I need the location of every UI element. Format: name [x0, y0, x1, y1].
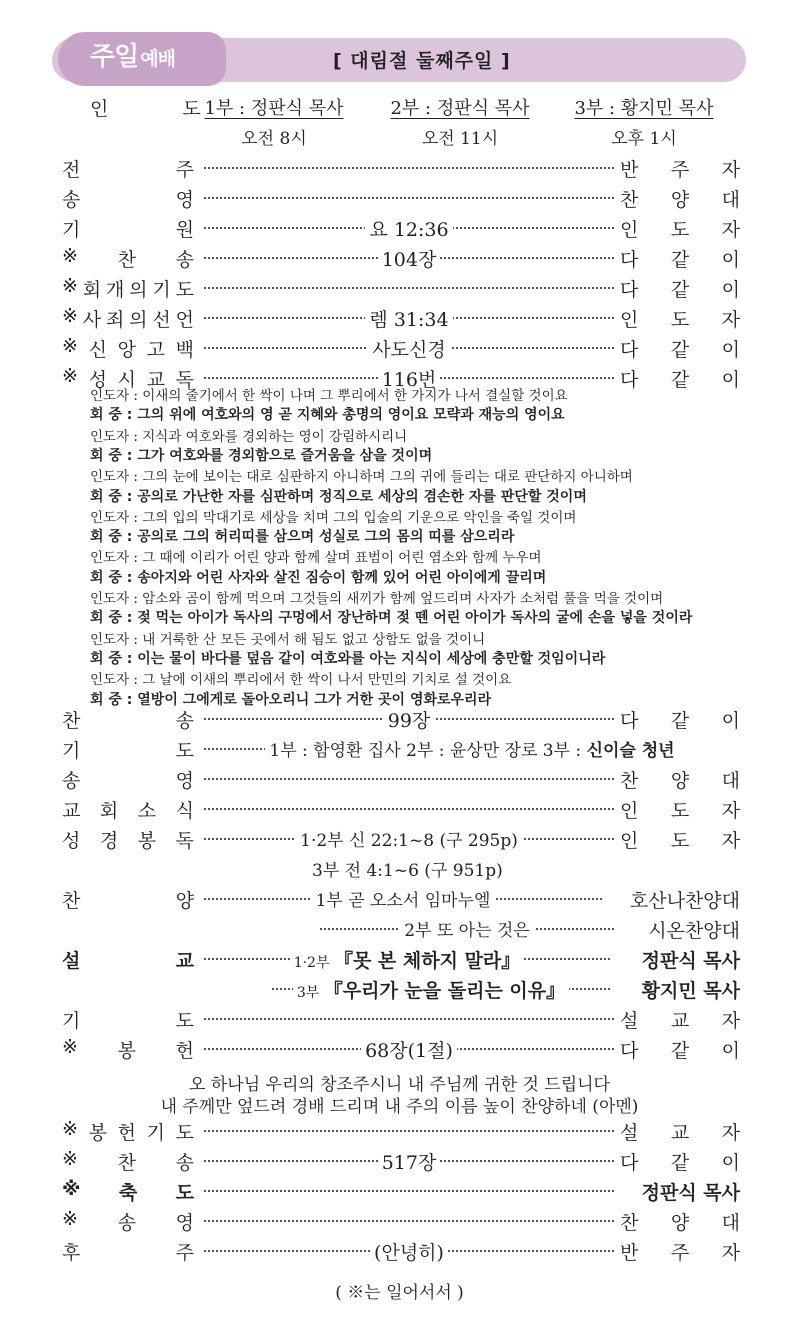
anthem-row-2: [62, 916, 740, 946]
order-label: 교 회 소 식: [62, 800, 194, 822]
hymn-row: [62, 706, 740, 736]
leader-dots: [204, 1220, 614, 1222]
order-detail: 사도신경: [204, 335, 614, 362]
order-detail: 1·2부 『못 본 체하지 말라』: [204, 946, 610, 973]
order-person: 다 같 이: [620, 369, 740, 391]
order-label: ※ 회 개 의 기 도: [62, 275, 194, 301]
order-person: 반 주 자: [620, 1242, 740, 1264]
leader-dots: [204, 1130, 614, 1132]
service-1: 1부 : 정판식 목사 오전 8시: [204, 98, 344, 149]
hymn-row-2: [62, 1148, 740, 1178]
congregation-line: 회 중 : 젖 먹는 아이가 독사의 구멍에서 장난하며 젖 뗀 어린 아이가 독사의 굴에 손을 넣을 것이라: [90, 610, 693, 627]
order-person: 다 같 이: [620, 1040, 740, 1062]
order-person: 정판식 목사: [641, 950, 740, 972]
order-detail: 1부 : 함영환 집사 2부 : 윤상만 장로 3부 : 신이슬 청년: [204, 736, 740, 761]
order-person: 다 같 이: [620, 279, 740, 301]
footer-note: ( ※는 일어서서 ): [335, 1283, 464, 1303]
order-person: 인 도 자: [620, 219, 740, 241]
order-label: 기 도: [62, 740, 194, 762]
order-label: ※ 축 도: [62, 1178, 194, 1204]
doxology-row: [62, 766, 740, 796]
order-label: ※ 봉 헌 기 도: [62, 1118, 194, 1144]
leader-line: 인도자 : 그의 눈에 보이는 대로 심판하지 아니하며 그의 귀에 들리는 대로 판단하지 아니하며: [90, 469, 633, 486]
anthem-row: [62, 886, 740, 916]
order-detail: 1부 곧 오소서 임마누엘: [204, 886, 602, 911]
leader-line: 인도자 : 지식과 여호와를 경외하는 영이 강림하시리니: [90, 428, 408, 445]
benediction-row: [62, 1178, 740, 1208]
order-detail: 99장: [204, 706, 614, 733]
leader-line: 인도자 : 암소와 곰이 함께 먹으며 그것들의 새끼가 함께 엎드리며 사자가 소처럼 풀을 먹을 것이며: [90, 591, 664, 607]
prayer-row: [62, 736, 740, 766]
order-person: 설 교 자: [620, 1122, 740, 1144]
order-person: 찬 양 대: [620, 189, 740, 211]
sermon-row: [62, 946, 740, 976]
order-person: 찬 양 대: [620, 1212, 740, 1234]
order-detail: 116번: [204, 365, 614, 392]
order-detail: 1·2부 신 22:1~8 (구 295p): [204, 826, 614, 851]
service-2: 2부 : 정판식 목사 오전 11시: [390, 98, 530, 149]
leader-dots: [204, 287, 614, 289]
order-label: 설 교: [62, 950, 194, 972]
order-row-4: [62, 245, 740, 275]
leader-dots: [204, 167, 614, 169]
order-person: 인 도 자: [620, 830, 740, 852]
order-person: 정판식 목사: [641, 1182, 740, 1204]
order-label: 후 주: [62, 1242, 194, 1264]
congregation-line: 회 중 : 공의로 그의 허리띠를 삼으며 성실로 그의 몸의 띠를 삼으리라: [90, 529, 515, 546]
order-row-5: [62, 275, 740, 305]
order-detail: 2부 또 아는 것은: [320, 916, 614, 941]
order-person: 인 도 자: [620, 309, 740, 331]
order-row-6: [62, 305, 740, 335]
page-title: [ 대림절 둘째주일 ]: [333, 50, 511, 72]
order-label: 찬 양: [62, 890, 194, 912]
order-detail: (안녕히): [204, 1238, 614, 1265]
order-person: 호산나찬양대: [629, 890, 740, 912]
order-person: 설 교 자: [620, 1010, 740, 1032]
order-label: ※ 송 영: [62, 1208, 194, 1234]
order-detail: 3부 『우리가 눈을 돌리는 이유』: [252, 976, 610, 1003]
leader-dots: [204, 1190, 614, 1192]
leader-line: 인도자 : 이새의 줄기에서 한 싹이 나며 그 뿌리에서 한 가지가 나서 결실할 것이요: [90, 388, 568, 404]
leader-line: 인도자 : 그의 입의 막대기로 세상을 치며 그의 입술의 기운으로 악인을 죽일 것이며: [90, 509, 577, 526]
service-3: 3부 : 황지민 목사 오후 1시: [574, 98, 714, 149]
order-label: ※ 봉 헌: [62, 1036, 194, 1062]
leader-dots: [204, 1018, 614, 1020]
leader-line: 인도자 : 그 때에 이리가 어린 양과 함께 살며 표범이 어린 염소와 함께 누우며: [90, 550, 542, 567]
offering-row: [62, 1036, 740, 1066]
order-row-2: [62, 185, 740, 215]
leader-dots: [204, 808, 614, 810]
leader-line: 인도자 : 내 거룩한 산 모든 곳에서 해 됨도 없고 상함도 없을 것이니: [90, 631, 486, 648]
order-row-1: [62, 155, 740, 185]
offering-lyric-2: 내 주께만 엎드려 경배 드리며 내 주의 이름 높이 찬양하네 (아멘): [160, 1097, 639, 1117]
congregation-line: 회 중 : 열방이 그에게로 돌아오리니 그가 거한 곳이 영화로우리라: [90, 691, 492, 708]
offering-lyric-1: 오 하나님 우리의 창조주시니 내 주님께 귀한 것 드립니다: [189, 1075, 610, 1095]
order-person: 인 도 자: [620, 800, 740, 822]
order-label: 송 영: [62, 189, 194, 211]
congregation-line: 회 중 : 그의 위에 여호와의 영 곧 지혜와 총명의 영이요 모략과 재능의 영이요: [90, 407, 565, 424]
order-detail: 517장: [204, 1148, 614, 1175]
order-detail: 68장(1절): [204, 1036, 614, 1063]
doxology-row-2: [62, 1208, 740, 1238]
order-label: 송 영: [62, 770, 194, 792]
order-label: ※ 사 죄 의 선 언: [62, 305, 194, 331]
order-person: 시온찬양대: [648, 920, 740, 942]
sermon-row-2: [62, 976, 740, 1006]
logo: 주일 예배: [90, 42, 175, 72]
order-row-7: [62, 335, 740, 365]
order-detail: 요 12:36: [204, 215, 614, 242]
order-label: 전 주: [62, 159, 194, 181]
order-person: 황지민 목사: [641, 980, 740, 1002]
leader-dots: [204, 197, 614, 199]
order-person: 다 같 이: [620, 249, 740, 271]
order-person: 다 같 이: [620, 710, 740, 732]
leader-line: 인도자 : 그 날에 이새의 뿌리에서 한 싹이 나서 만민의 기치로 설 것이요: [90, 672, 512, 689]
order-detail: 렘 31:34: [204, 305, 614, 332]
congregation-line: 회 중 : 송아지와 어린 사자와 살진 짐승이 함께 있어 어린 아이에게 끌리며: [90, 569, 547, 586]
prayer-row-2: [62, 1006, 740, 1036]
order-person: 다 같 이: [620, 1152, 740, 1174]
order-label: 기 원: [62, 219, 194, 241]
congregation-line: 회 중 : 그가 여호와를 경외함으로 즐거움을 삼을 것이며: [90, 447, 433, 464]
order-label: ※ 찬 송: [62, 1148, 194, 1174]
order-label: ※ 신 앙 고 백: [62, 335, 194, 361]
order-person: 다 같 이: [620, 339, 740, 361]
order-label: 성 경 봉 독: [62, 830, 194, 852]
congregation-line: 회 중 : 공의로 가난한 자를 심판하며 정직으로 세상의 겸손한 자를 판단할 것이며: [90, 488, 587, 505]
order-person: 반 주 자: [620, 159, 740, 181]
order-label: 찬 송: [62, 710, 194, 732]
news-row: [62, 796, 740, 826]
leader-dots: [204, 778, 614, 780]
order-label: 기 도: [62, 1010, 194, 1032]
leader-label: 인 도: [90, 98, 235, 120]
order-row-3: [62, 215, 740, 245]
scripture-row: [62, 826, 740, 856]
order-person: 찬 양 대: [620, 770, 740, 792]
order-label: ※ 찬 송: [62, 245, 194, 271]
congregation-line: 회 중 : 이는 물이 바다를 덮음 같이 여호와를 아는 지식이 세상에 충만할 것임이니라: [90, 650, 606, 667]
order-detail: 104장: [204, 245, 614, 272]
order-label: ※ 성 시 교 독: [62, 365, 194, 391]
scripture-3rd: 3부 전 4:1~6 (구 951p): [312, 861, 503, 881]
postlude-row: [62, 1238, 740, 1268]
offering-prayer-row: [62, 1118, 740, 1148]
